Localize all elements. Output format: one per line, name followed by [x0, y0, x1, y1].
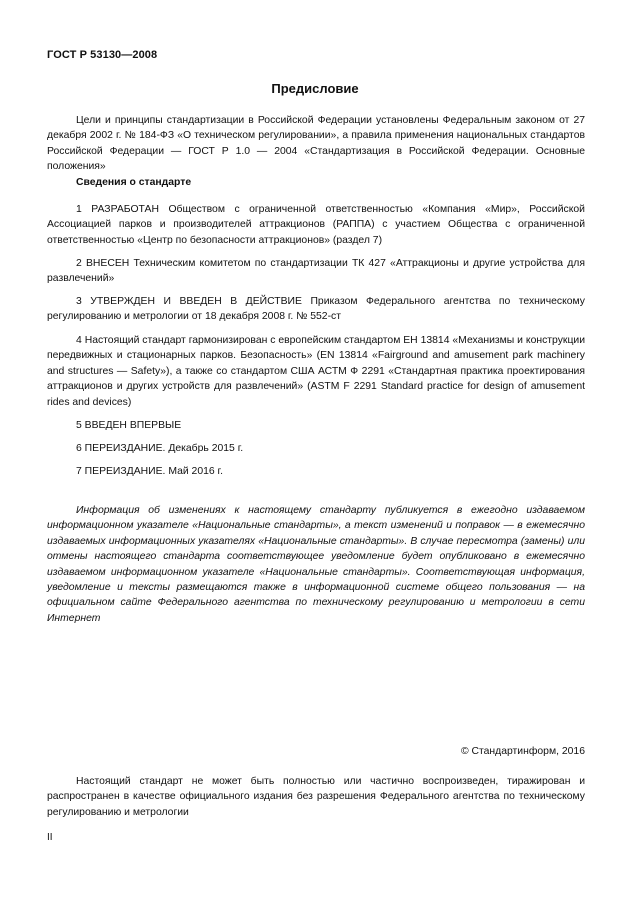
- rights-notice: Настоящий стандарт не может быть полностью или частично воспроизведен, тиражирован и распространен в качестве официального издания без разрешения Федерального агентства по техническому регулированию и метрологии: [47, 776, 585, 818]
- item-3: 3 УТВЕРЖДЕН И ВВЕДЕН В ДЕЙСТВИЕ Приказом Федерального агентства по техническому регулированию и метрологии от 18 декабря 2008 г. № 552-ст: [47, 296, 585, 323]
- page-title: Предисловие: [271, 81, 359, 96]
- item-4: 4 Настоящий стандарт гармонизирован с европейским стандартом ЕН 13814 «Механизмы и конструкции передвижных и стационарных парков. Безопасность» (EN 13814 «Fairground and amusement park machinery and structures — Safety»), а также со стандартом США АСТМ Ф 2291 «Стандартная практика проектирования аттракционов и других устройств для развлечений» (ASTM F 2291 Standard practice for design of amusement rides and devices): [47, 335, 585, 408]
- copyright: © Стандартинформ, 2016: [460, 746, 585, 757]
- item-1: 1 РАЗРАБОТАН Обществом с ограниченной ответственностью «Компания «Мир», Российской Ассоциацией парков и производителей аттракционов (РАППА) с участием Общества с ограниченной ответственностью «Центр по безопасности аттракционов» (раздел 7): [47, 204, 585, 246]
- item-5: 5 ВВЕДЕН ВПЕРВЫЕ: [76, 420, 182, 431]
- page-number: II: [47, 832, 53, 843]
- info-heading: Сведения о стандарте: [76, 177, 192, 188]
- intro-paragraph: Цели и принципы стандартизации в Российской Федерации установлены Федеральным законом от 27 декабря 2002 г. № 184-ФЗ «О техническом регулировании», а правила применения национальных стандартов Российской Федерации — ГОСТ Р 1.0 — 2004 «Стандартизация в Российской Федерации. Основные положения»: [47, 115, 585, 173]
- item-2: 2 ВНЕСЕН Техническим комитетом по стандартизации ТК 427 «Аттракционы и другие устройства для развлечений»: [47, 258, 585, 285]
- standard-code: ГОСТ Р 53130—2008: [47, 49, 158, 61]
- notice-paragraph: Информация об изменениях к настоящему стандарту публикуется в ежегодно издаваемом информационном указателе «Национальные стандарты», а текст изменений и поправок — в ежемесячно издаваемых информационных указателях «Национальные стандарты». В случае пересмотра (замены) или отмены настоящего стандарта соответствующее уведомление будет опубликовано в ежемесячно издаваемом информационном указателе «Национальные стандарты». Соответствующая информация, уведомление и тексты размещаются также в информационной системе общего пользования — на официальном сайте Федерального агентства по техническому регулированию и метрологии в сети Интернет: [47, 505, 585, 624]
- item-7: 7 ПЕРЕИЗДАНИЕ. Май 2016 г.: [76, 466, 223, 477]
- item-6: 6 ПЕРЕИЗДАНИЕ. Декабрь 2015 г.: [76, 443, 244, 454]
